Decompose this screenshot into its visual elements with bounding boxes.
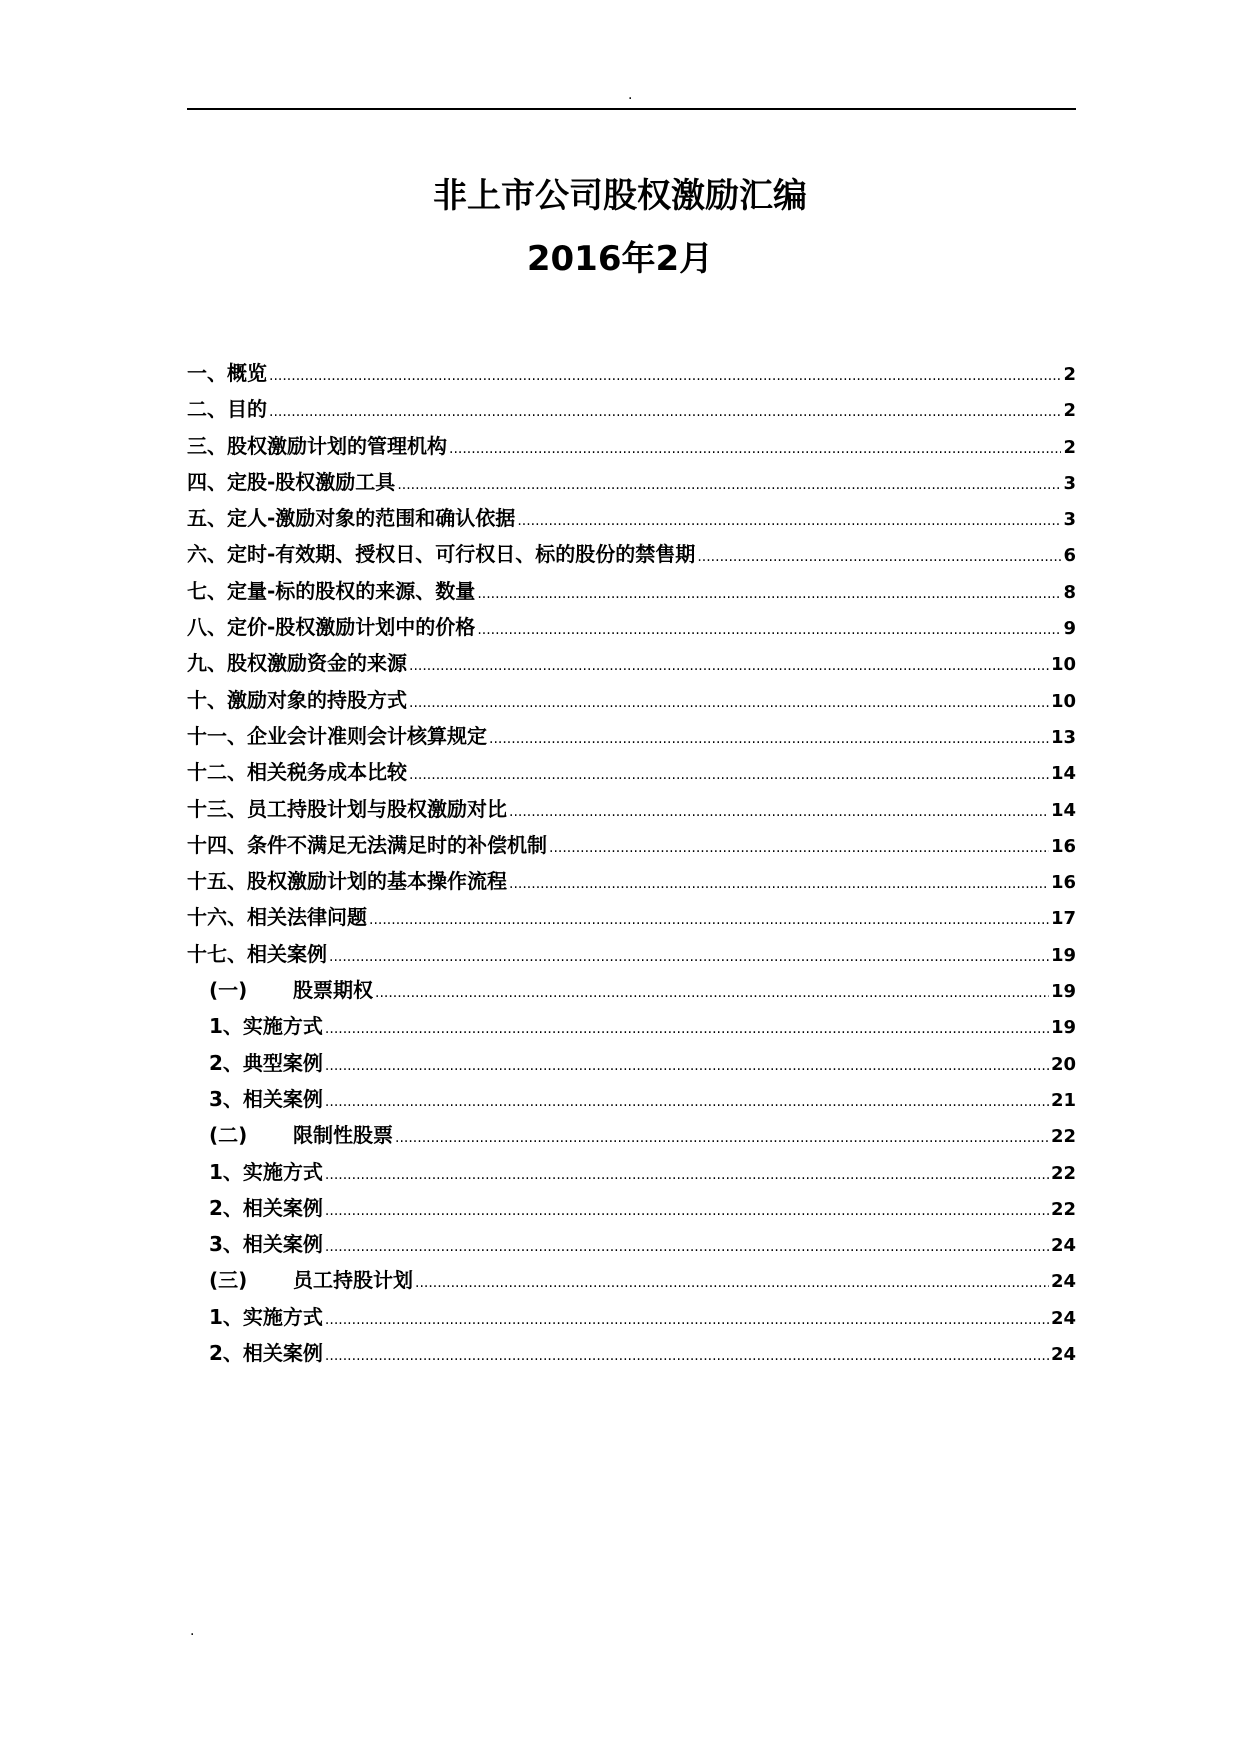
toc-page-number: 10 (1050, 690, 1076, 712)
toc-entry[interactable] (187, 936, 1076, 972)
toc-leader (325, 1302, 1049, 1338)
toc-entry-text: 股票期权 (293, 978, 373, 1003)
toc-leader (325, 1048, 1049, 1084)
toc-leader (329, 939, 1049, 975)
toc-leader (409, 685, 1049, 721)
toc-page-number: 3 (1063, 509, 1076, 531)
toc-entry[interactable] (187, 1008, 1076, 1044)
toc-leader (415, 1265, 1049, 1301)
toc-entry-label: 1、实施方式 (209, 1304, 323, 1329)
toc-page-number: 22 (1050, 1198, 1076, 1220)
toc-page-number: 22 (1050, 1126, 1076, 1148)
toc-page-number: 19 (1050, 944, 1076, 966)
toc-entry[interactable] (187, 682, 1076, 718)
toc-leader (509, 866, 1049, 902)
toc-entry[interactable] (187, 355, 1076, 391)
toc-entry-text: 员工持股计划 (293, 1268, 413, 1293)
toc-entry[interactable] (187, 1190, 1076, 1226)
toc-leader (375, 975, 1049, 1011)
toc-entry-label: 1、实施方式 (209, 1159, 323, 1184)
toc-page-number: 20 (1050, 1053, 1076, 1075)
toc-entry[interactable] (187, 1335, 1076, 1371)
toc-page-number: 17 (1050, 908, 1076, 930)
toc-leader (325, 1084, 1049, 1120)
toc-leader (369, 902, 1049, 938)
toc-leader (325, 1157, 1049, 1193)
toc-entry-label: 1、实施方式 (209, 1014, 323, 1039)
toc-page-number: 24 (1050, 1344, 1076, 1366)
toc-leader (477, 612, 1061, 648)
toc-page-number: 19 (1050, 981, 1076, 1003)
toc-entry[interactable] (187, 1045, 1076, 1081)
toc-entry-number: (二) (209, 1123, 248, 1148)
toc-entry-label: 十、激励对象的持股方式 (187, 687, 407, 712)
toc-leader (269, 394, 1061, 430)
toc-entry-label: 六、定时-有效期、授权日、可行权日、标的股份的禁售期 (187, 542, 696, 567)
toc-leader (549, 830, 1049, 866)
toc-entry[interactable] (187, 754, 1076, 790)
toc-leader (325, 1338, 1049, 1374)
toc-entry-label: 十七、相关案例 (187, 941, 327, 966)
toc-leader (397, 467, 1061, 503)
toc-leader (409, 757, 1049, 793)
toc-page-number: 10 (1050, 654, 1076, 676)
toc-entry-label: 七、定量-标的股权的来源、数量 (187, 578, 476, 603)
toc-leader (395, 1120, 1049, 1156)
toc-entry-label: 五、定人-激励对象的范围和确认依据 (187, 506, 516, 531)
toc-page-number: 13 (1050, 726, 1076, 748)
toc-entry-text: 限制性股票 (293, 1123, 393, 1148)
toc-leader (517, 503, 1061, 539)
toc-entry[interactable] (187, 972, 1076, 1008)
toc-entry-label: 2、相关案例 (209, 1195, 323, 1220)
toc-entry[interactable] (187, 536, 1076, 572)
toc-page-number: 16 (1050, 872, 1076, 894)
toc-entry-label: 三、股权激励计划的管理机构 (187, 433, 447, 458)
toc-entry[interactable] (187, 827, 1076, 863)
toc-leader (409, 648, 1049, 684)
toc-page-number: 2 (1063, 400, 1076, 422)
toc-entry-label: 十二、相关税务成本比较 (187, 760, 407, 785)
toc-entry-label (209, 972, 373, 1008)
toc-page-number: 2 (1063, 436, 1076, 458)
toc-entry[interactable] (187, 1081, 1076, 1117)
toc-leader (509, 794, 1049, 830)
document-title: 非上市公司股权激励汇编 (433, 176, 807, 216)
toc-leader (489, 721, 1049, 757)
toc-entry-label: 十五、股权激励计划的基本操作流程 (187, 869, 507, 894)
toc-entry-label: 十一、企业会计准则会计核算规定 (187, 723, 487, 748)
toc-entry-label: 2、典型案例 (209, 1050, 323, 1075)
toc-leader (269, 358, 1061, 394)
toc-entry[interactable] (187, 718, 1076, 754)
toc-leader (449, 431, 1061, 467)
toc-entry-label: 四、定股-股权激励工具 (187, 469, 396, 494)
toc-page-number: 24 (1050, 1235, 1076, 1257)
toc-page-number: 6 (1063, 545, 1076, 567)
toc-leader (697, 539, 1061, 575)
toc-entry[interactable] (187, 863, 1076, 899)
toc-entry-label: 一、概览 (187, 361, 267, 385)
toc-entry[interactable] (187, 1262, 1076, 1298)
toc-entry[interactable] (187, 500, 1076, 536)
toc-entry[interactable] (187, 1154, 1076, 1190)
toc-entry[interactable] (187, 1117, 1076, 1153)
toc-entry-label: 二、目的 (187, 397, 267, 422)
toc-page-number: 14 (1050, 799, 1076, 821)
toc-leader (325, 1011, 1049, 1047)
toc-entry[interactable] (187, 791, 1076, 827)
toc-leader (477, 576, 1061, 612)
toc-page-number: 9 (1063, 618, 1076, 640)
header-mark: . (628, 87, 633, 103)
toc-leader (325, 1193, 1049, 1229)
toc-entry-number: (一) (209, 978, 248, 1003)
toc-page-number: 14 (1050, 763, 1076, 785)
toc-entry[interactable] (187, 1226, 1076, 1262)
toc-page-number: 24 (1050, 1307, 1076, 1329)
toc-entry-label: 十三、员工持股计划与股权激励对比 (187, 796, 507, 821)
toc-entry-label: 3、相关案例 (209, 1232, 323, 1257)
toc-entry[interactable] (187, 899, 1076, 935)
header-rule (187, 108, 1076, 110)
toc-entry-label: 十四、条件不满足无法满足时的补偿机制 (187, 832, 547, 857)
table-of-contents (187, 355, 1076, 1371)
toc-page-number: 3 (1063, 472, 1076, 494)
toc-entry-label: 3、相关案例 (209, 1086, 323, 1111)
toc-entry-label (209, 1262, 413, 1298)
toc-page-number: 8 (1063, 581, 1076, 603)
toc-page-number: 16 (1050, 835, 1076, 857)
toc-entry[interactable] (187, 464, 1076, 500)
toc-page-number: 21 (1050, 1089, 1076, 1111)
toc-entry[interactable] (187, 428, 1076, 464)
toc-entry-label: 2、相关案例 (209, 1341, 323, 1366)
toc-entry-label (209, 1117, 393, 1153)
toc-entry[interactable] (187, 391, 1076, 427)
toc-page-number: 24 (1050, 1271, 1076, 1293)
toc-entry[interactable] (187, 573, 1076, 609)
toc-page-number: 2 (1063, 364, 1076, 385)
footer-mark: . (190, 1623, 195, 1639)
toc-entry-label: 八、定价-股权激励计划中的价格 (187, 615, 476, 640)
toc-entry[interactable] (187, 1299, 1076, 1335)
toc-entry-number: (三) (209, 1268, 248, 1293)
toc-entry-label: 十六、相关法律问题 (187, 905, 367, 930)
document-date: 2016年2月 (526, 239, 714, 279)
toc-entry[interactable] (187, 609, 1076, 645)
toc-entry-label: 九、股权激励资金的来源 (187, 651, 407, 676)
toc-entry[interactable] (187, 645, 1076, 681)
toc-leader (325, 1229, 1049, 1265)
toc-page-number: 19 (1050, 1017, 1076, 1039)
toc-page-number: 22 (1050, 1162, 1076, 1184)
